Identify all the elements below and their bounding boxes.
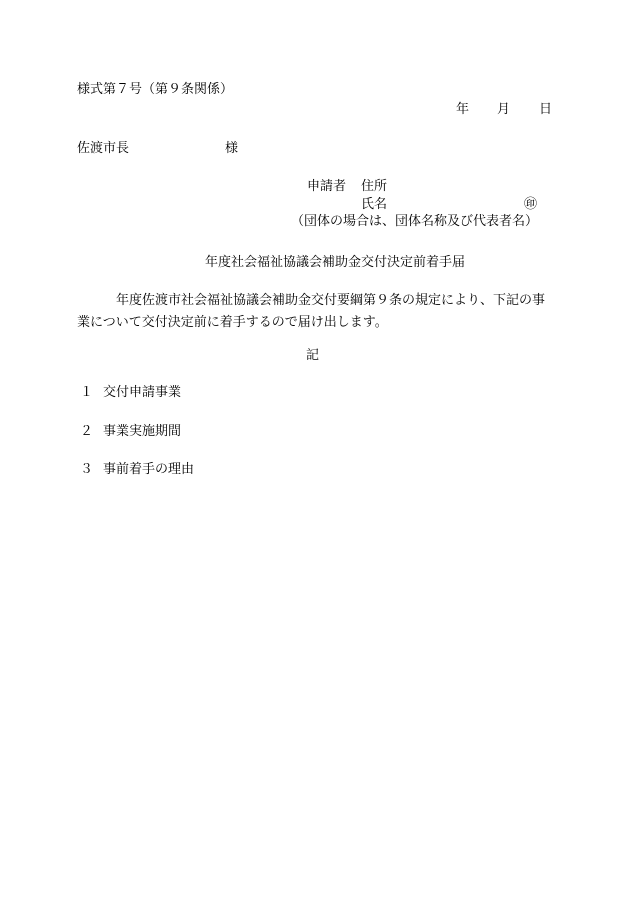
date-month: 月: [497, 102, 511, 117]
item-number-3: ３: [80, 462, 94, 477]
body-text: 年度佐渡市社会福祉協議会補助金交付要綱第９条の規定により、下記の事業について交付決定前に着手するので届け出します。: [77, 293, 546, 330]
date-day: 日: [539, 102, 553, 117]
form-number: 様式第７号（第９条関係）: [77, 82, 234, 97]
item-number-1: １: [80, 385, 94, 400]
body-paragraph: [77, 290, 552, 334]
addressee-honorific: 様: [225, 141, 239, 156]
item-label-3: 事前着手の理由: [103, 462, 195, 477]
seal-mark: ㊞: [524, 197, 538, 212]
addressee-name: 佐渡市長: [77, 141, 130, 156]
item-number-2: ２: [80, 424, 94, 439]
document-title: 年度社会福祉協議会補助金交付決定前着手届: [205, 255, 466, 270]
date-year: 年: [456, 102, 470, 117]
applicant-address-label: 住所: [361, 179, 388, 194]
applicant-name-label: 氏名: [361, 197, 388, 212]
item-label-2: 事業実施期間: [103, 424, 182, 439]
applicant-label: 申請者: [307, 179, 347, 194]
applicant-group-note: （団体の場合は、団体名称及び代表者名）: [291, 214, 539, 229]
item-label-1: 交付申請事業: [103, 385, 182, 400]
ki-heading: 記: [306, 348, 320, 363]
